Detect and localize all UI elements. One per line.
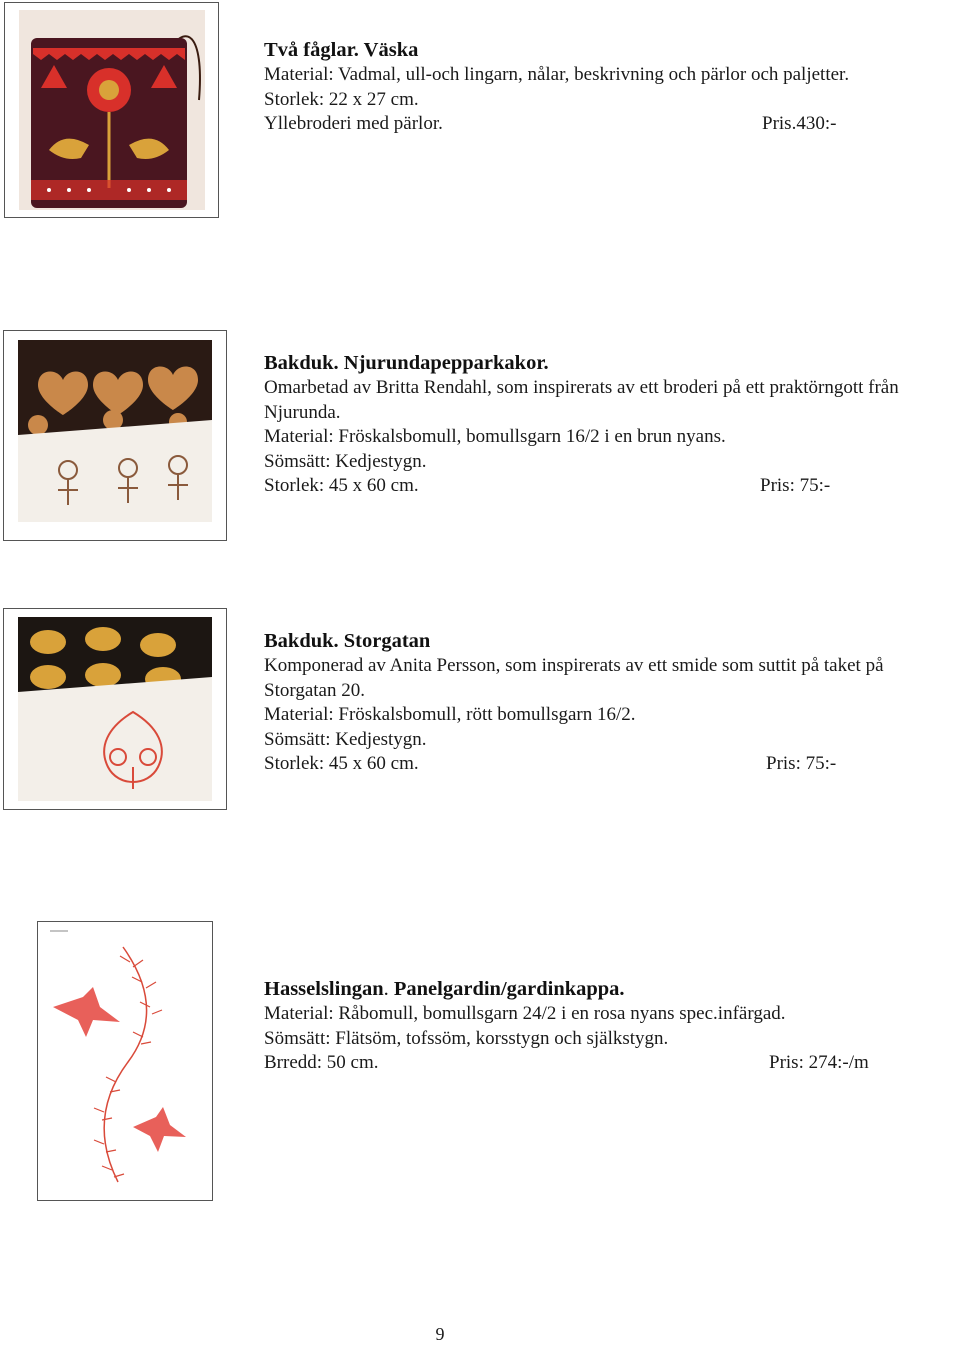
item-gingerbread-text [264,351,954,499]
item-line: Brredd: 50 cm. [264,1052,379,1073]
item-line: Omarbetad av Britta Rendahl, som inspirerats av ett broderi på ett praktörngott från Njurunda. [264,377,899,423]
item-line: Material: Fröskalsbomull, rött bomullsgarn 16/2. [264,704,636,725]
item-line: Yllebroderi med pärlor. [264,113,443,134]
item-price: Pris: 274:-/m [769,1052,869,1073]
bag-image [19,10,205,210]
item-line: Sömsätt: Kedjestygn. [264,450,427,472]
item-line-with-price [264,1051,958,1076]
item-line-with-price [264,752,958,777]
item-line: Sömsätt: Kedjestygn. [264,728,427,750]
item-title: Bakduk. Storgatan [264,630,431,652]
photo-gingerbread-cloth [3,330,227,541]
item-line: Storlek: 45 x 60 cm. [264,753,419,774]
photo-hazel-vine [37,921,213,1201]
hazel-vine-image [38,922,212,1200]
item-buns-text [264,629,958,777]
gingerbread-image [18,340,212,522]
page-number: 9 [435,1324,445,1344]
photo-bag [4,2,219,218]
item-title: Bakduk. Njurundapepparkakor. [264,352,549,374]
item-title-main: Hasselslingan [264,978,384,1000]
item-title-rest: Panelgardin/gardinkappa. [393,978,625,1000]
item-line: Storlek: 45 x 60 cm. [264,475,419,496]
item-price: Pris: 75:- [760,475,831,496]
item-line: Material: Fröskalsbomull, bomullsgarn 16/2 i en brun nyans. [264,426,726,447]
item-hazel-text [264,977,958,1076]
photo-buns-cloth [3,608,227,810]
item-title: Två fåglar. Väska [264,39,419,61]
item-line: Material: Vadmal, ull-och lingarn, nålar, beskrivning och pärlor och paljetter. [264,64,850,85]
item-line: Komponerad av Anita Persson, som inspirerats av ett smide som suttit på taket på Storgatan 20. [264,655,884,701]
item-line: Material: Råbomull, bomullsgarn 24/2 i en rosa nyans spec.infärgad. [264,1003,786,1024]
item-line-with-price [264,112,954,137]
item-line: Storlek: 22 x 27 cm. [264,88,419,110]
item-price: Pris: 75:- [766,753,837,774]
item-price: Pris.430:- [762,113,837,134]
item-title [264,977,958,1002]
item-title-dot: . [383,978,389,1000]
buns-image [18,617,212,801]
item-bag-text [264,38,954,137]
item-line: Sömsätt: Flätsöm, tofssöm, korsstygn och själkstygn. [264,1027,669,1049]
item-line-with-price [264,474,954,499]
